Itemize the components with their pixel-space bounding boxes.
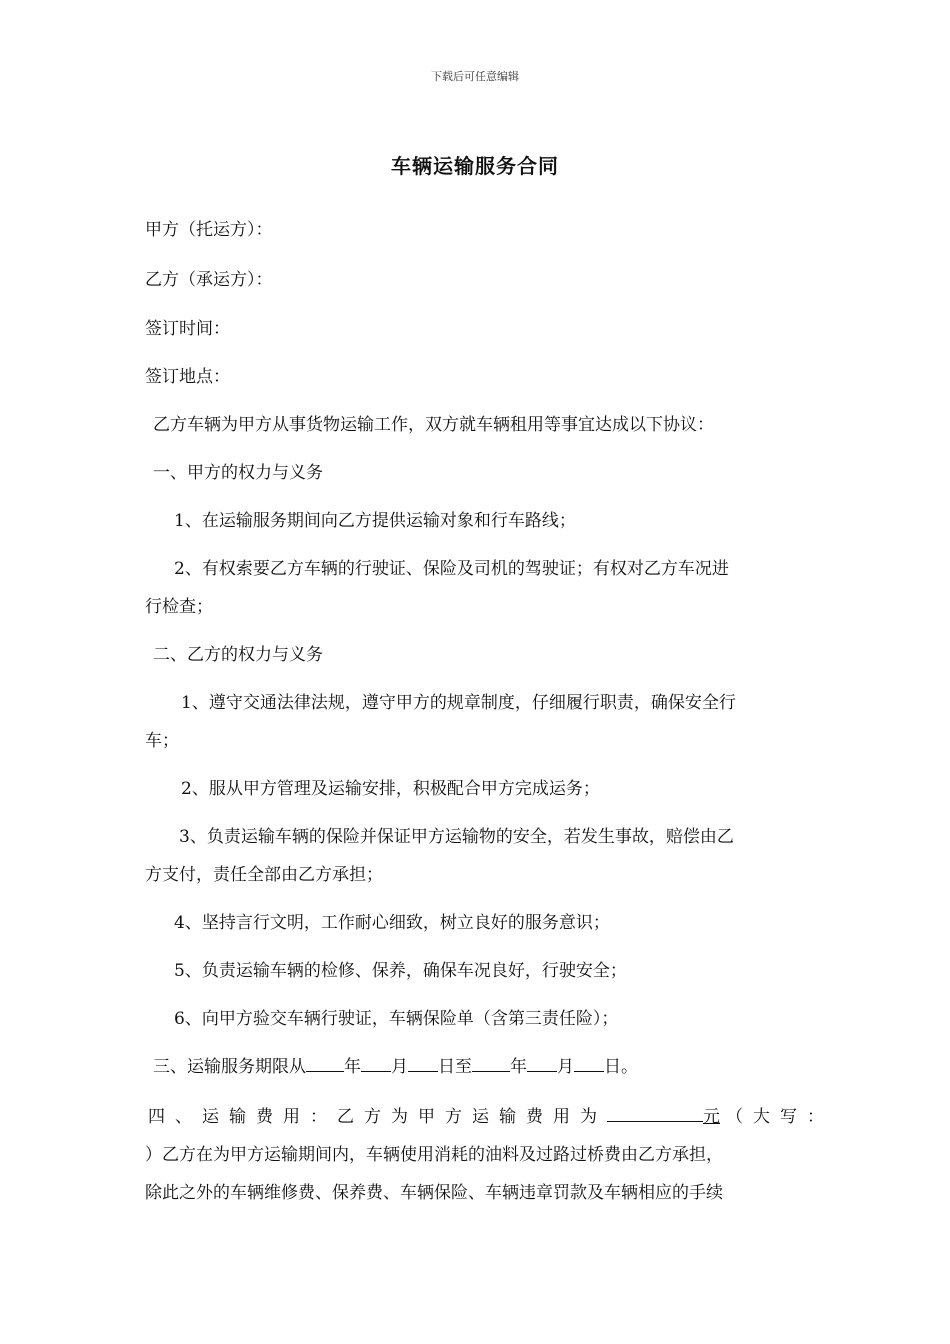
- section3-day2: 日。: [604, 1057, 638, 1077]
- section2-item3-line2: 方支付，责任全部由乙方承担；: [145, 865, 383, 885]
- section4-suffix: （大写：: [726, 1107, 834, 1127]
- blank-start-month[interactable]: [361, 1055, 391, 1072]
- section3-day1: 日至: [438, 1057, 472, 1077]
- blank-end-month[interactable]: [527, 1055, 557, 1072]
- section3-year2: 年: [510, 1057, 527, 1077]
- blank-fee-amount[interactable]: [607, 1105, 703, 1122]
- section3-year1: 年: [344, 1057, 361, 1077]
- section1-item1: 1、在运输服务期间向乙方提供运输对象和行车路线；: [174, 511, 576, 531]
- section2-item1-line1: 1、遵守交通法律法规，遵守甲方的规章制度，仔细履行职责，确保安全行: [181, 693, 736, 713]
- contract-title: 车辆运输服务合同: [391, 154, 559, 178]
- section1-item2-line1: 2、有权索要乙方车辆的行驶证、保险及司机的驾驶证；有权对乙方车况进: [174, 559, 729, 579]
- blank-end-year[interactable]: [472, 1055, 510, 1072]
- section2-item2: 2、服从甲方管理及运输安排，积极配合甲方完成运务；: [181, 779, 600, 799]
- blank-start-day[interactable]: [408, 1055, 438, 1072]
- section2-item4: 4、坚持言行文明，工作耐心细致，树立良好的服务意识；: [174, 913, 610, 933]
- blank-start-year[interactable]: [306, 1055, 344, 1072]
- sign-time-line: 签订时间：: [145, 319, 230, 339]
- section3-term-line: [153, 1052, 638, 1077]
- section2-item1-line2: 车；: [145, 731, 179, 751]
- intro-paragraph: 乙方车辆为甲方从事货物运输工作，双方就车辆租用等事宜达成以下协议：: [153, 415, 714, 435]
- blank-end-day[interactable]: [574, 1055, 604, 1072]
- header-note: 下载后可任意编辑: [431, 70, 519, 83]
- section2-item3-line1: 3、负责运输车辆的保险并保证甲方运输物的安全，若发生事故，赔偿由乙: [179, 827, 734, 847]
- section1-heading: 一、甲方的权力与义务: [153, 463, 323, 483]
- section3-month1: 月: [391, 1057, 408, 1077]
- section1-item2-line2: 行检查；: [145, 597, 213, 617]
- section4-fee-line1: [148, 1102, 834, 1127]
- section3-month2: 月: [557, 1057, 574, 1077]
- section4-unit: 元: [703, 1107, 720, 1127]
- section4-fee-line3: 除此之外的车辆维修费、保养费、车辆保险、车辆违章罚款及车辆相应的手续: [145, 1183, 723, 1203]
- section4-prefix: 四、运输费用：乙方为甲方运输费用为: [148, 1107, 607, 1127]
- party-a-line: 甲方（托运方）：: [145, 220, 273, 240]
- sign-place-line: 签订地点：: [145, 367, 230, 387]
- section3-prefix: 三、运输服务期限从: [153, 1057, 306, 1077]
- section4-fee-line2: ）乙方在为甲方运输期间内，车辆使用消耗的油料及过路过桥费由乙方承担，: [145, 1145, 723, 1165]
- party-b-line: 乙方（承运方）：: [145, 270, 273, 290]
- section2-item6: 6、向甲方验交车辆行驶证，车辆保险单（含第三责任险）；: [174, 1009, 619, 1029]
- section2-heading: 二、乙方的权力与义务: [153, 645, 323, 665]
- section2-item5: 5、负责运输车辆的检修、保养，确保车况良好，行驶安全；: [174, 961, 627, 981]
